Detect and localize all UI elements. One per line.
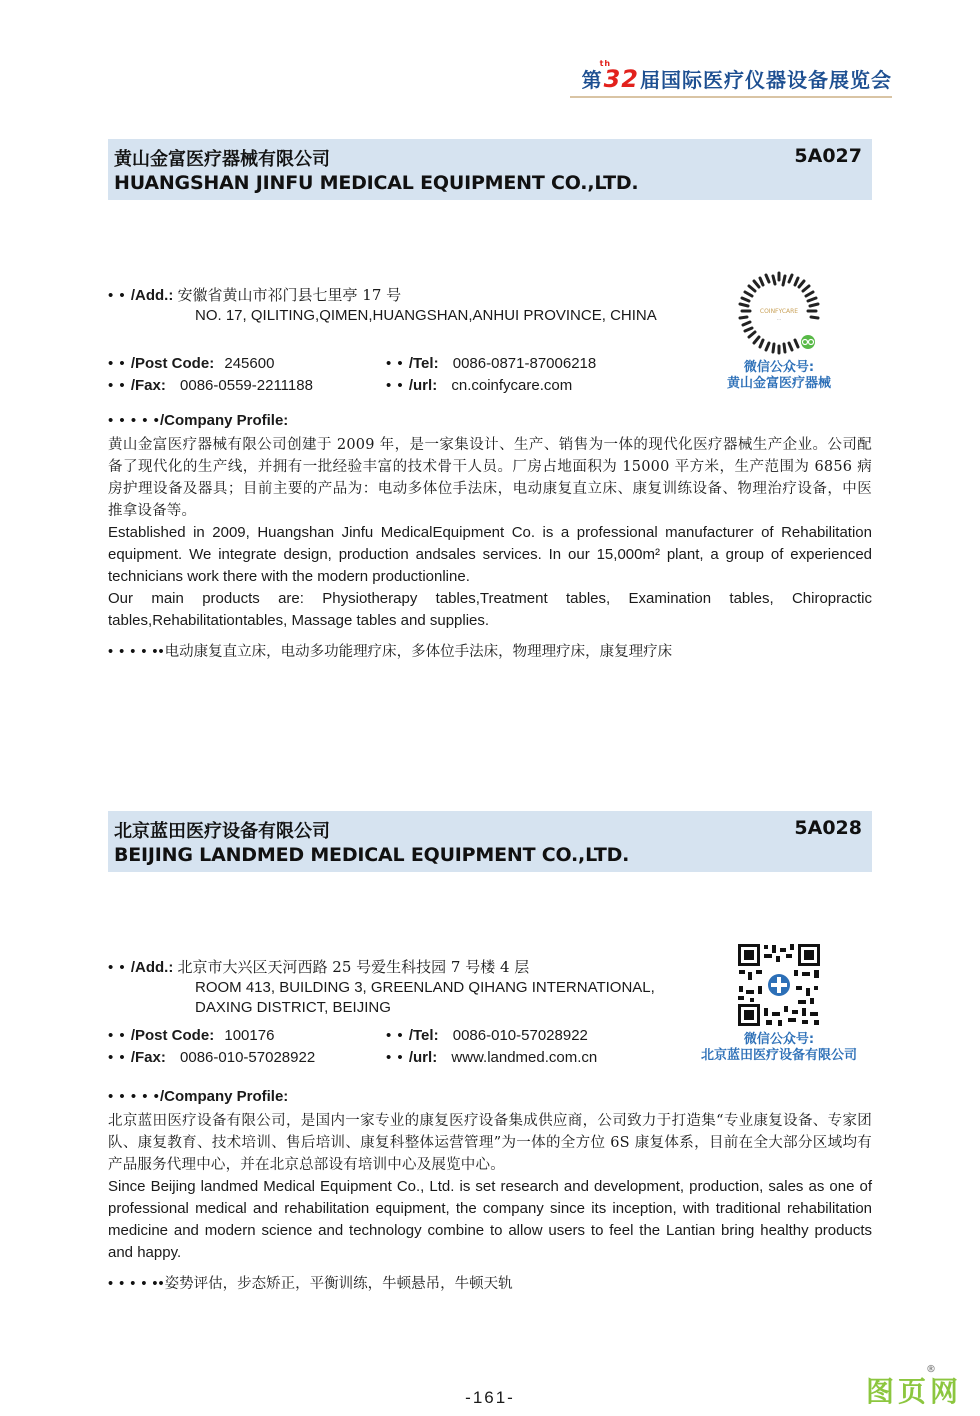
address-cn: 安徽省黄山市祁门县七里亭 17 号 (177, 286, 402, 304)
address-en: NO. 17, QILITING,QIMEN,HUANGSHAN,ANHUI PROVINCE, CHINA (195, 307, 657, 324)
page-number: -161- (465, 1388, 515, 1407)
postcode-row: • • /Post Code: 245600 (108, 355, 275, 372)
booth-number: 5A028 (794, 817, 862, 839)
profile-en-text: Since Beijing landmed Medical Equipment Co., Ltd. is set research and development, production, sales as one of professional medical and rehabilitation equipment, the company since its inception, with traditional rehabilitation medicine and modern science and technology combine to allow users to feel the Lantian bring healthy products and happy. (108, 1178, 872, 1261)
qr-caption: 微信公众号: 北京蓝田医疗设备有限公司 (700, 1032, 857, 1063)
postcode-value: 245600 (224, 355, 275, 372)
header-divider (570, 96, 892, 98)
svg-text:···: ··· (777, 317, 781, 322)
tel-row: • • /Tel: 0086-010-57028922 (386, 1027, 588, 1044)
company-cn-name: 北京蓝田医疗设备有限公司 (114, 821, 330, 842)
wechat-qr-code (736, 942, 822, 1028)
address-row: • • /Add.: 安徽省黄山市祁门县七里亭 17 号 (108, 286, 402, 304)
profile-heading: • • • • •/Company Profile: (108, 412, 289, 429)
logo-th: th (599, 58, 612, 68)
url-row: • • /url: www.landmed.com.cn (386, 1049, 598, 1066)
address-row: • • /Add.: 北京市大兴区天河西路 25 号爱生科技园 7 号楼 4 层 (108, 958, 530, 976)
tel-row: • • /Tel: 0086-0871-87006218 (386, 355, 597, 372)
company-title-bar (108, 139, 872, 200)
address-cn: 北京市大兴区天河西路 25 号爱生科技园 7 号楼 4 层 (177, 958, 530, 976)
postcode-row: • • /Post Code: 100176 (108, 1027, 275, 1044)
booth-number: 5A027 (794, 145, 862, 167)
contact-info (108, 872, 872, 1066)
svg-text:COINFYCARE: COINFYCARE (759, 308, 799, 315)
profile-heading: • • • • •/Company Profile: (108, 1088, 289, 1105)
logo-suffix: 届国际医疗仪器设备展览会 (640, 68, 892, 92)
url-row: • • /url: cn.coinfycare.com (386, 377, 573, 394)
company-cn-name: 黄山金富医疗器械有限公司 (114, 149, 330, 170)
company-entry (108, 139, 872, 661)
company-profile (108, 412, 872, 661)
tel-value: 0086-010-57028922 (452, 1027, 588, 1044)
watermark: 图页网 ® (865, 1364, 962, 1408)
profile-en-text-2: Our main products are: Physiotherapy tables,Treatment tables, Examination tables, Chiropractic tables,Rehabilitationtables, Massage tables and supplies. (108, 590, 872, 629)
logo-prefix: 第 (581, 68, 603, 92)
profile-cn-text: 北京蓝田医疗设备有限公司，是国内一家专业的康复医疗设备集成供应商，公司致力于打造集“专业康复设备、专家团队、康复教育、技术培训、售后培训、康复科整体运营管理”为一体的全方位 6S 康复体系，目前在全大部分区域均有产品服务代理中心，并在北京总部设有培训中心及展览中心。 (108, 1113, 872, 1173)
company-profile (108, 1088, 872, 1293)
url-link[interactable]: www.landmed.com.cn (451, 1049, 598, 1066)
fax-row: • • /Fax: 0086-010-57028922 (108, 1049, 316, 1066)
postcode-value: 100176 (224, 1027, 275, 1044)
qr-caption: 微信公众号: 黄山金富医疗器械 (726, 360, 831, 391)
profile-cn-text: 黄山金富医疗器械有限公司创建于 2009 年，是一家集设计、生产、销售为一体的现代化医疗器械生产企业。公司配备了现代化的生产线，并拥有一批经验丰富的技术骨干人员。厂房占地面积为 15000 平方米，生产范围为 6856 病房护理设备及器具；目前主要的产品为：电动多体位手法床，电动康复直立床、康复训练设备、物理治疗设备，中医推拿设备等。 (108, 437, 872, 519)
fax-value: 0086-0559-2211188 (180, 377, 313, 394)
company-title-bar (108, 811, 872, 872)
logo-number: th 32 (599, 58, 639, 93)
url-link[interactable]: cn.coinfycare.com (451, 377, 573, 394)
company-entry (108, 811, 872, 1293)
fax-value: 0086-010-57028922 (180, 1049, 316, 1066)
company-en-name: BEIJING LANDMED MEDICAL EQUIPMENT CO.,LTD. (114, 844, 630, 866)
tel-value: 0086-0871-87006218 (452, 355, 597, 372)
profile-en-text: Established in 2009, Huangshan Jinfu MedicalEquipment Co. is a professional manufacturer of Rehabilitation equipment. We integrate design, production andsales services. In our 15,000m² plant, a group of experienced technicians work there with the modern productionline. (108, 524, 872, 585)
fax-row: • • /Fax: 0086-0559-2211188 (108, 377, 313, 394)
main-products: • • • • ••电动康复直立床，电动多功能理疗床，多体位手法床，物理理疗床，康复理疗床 (108, 644, 673, 660)
wechat-qr-code (736, 270, 822, 356)
address-en: ROOM 413, BUILDING 3, GREENLAND QIHANG INTERNATIONAL, DAXING DISTRICT, BEIJING (195, 979, 655, 1016)
company-en-name: HUANGSHAN JINFU MEDICAL EQUIPMENT CO.,LTD. (114, 172, 639, 194)
exhibition-logo (581, 58, 892, 93)
contact-info (108, 200, 872, 394)
main-products: • • • • ••姿势评估，步态矫正，平衡训练，牛顿悬吊，牛顿天轨 (108, 1276, 513, 1292)
